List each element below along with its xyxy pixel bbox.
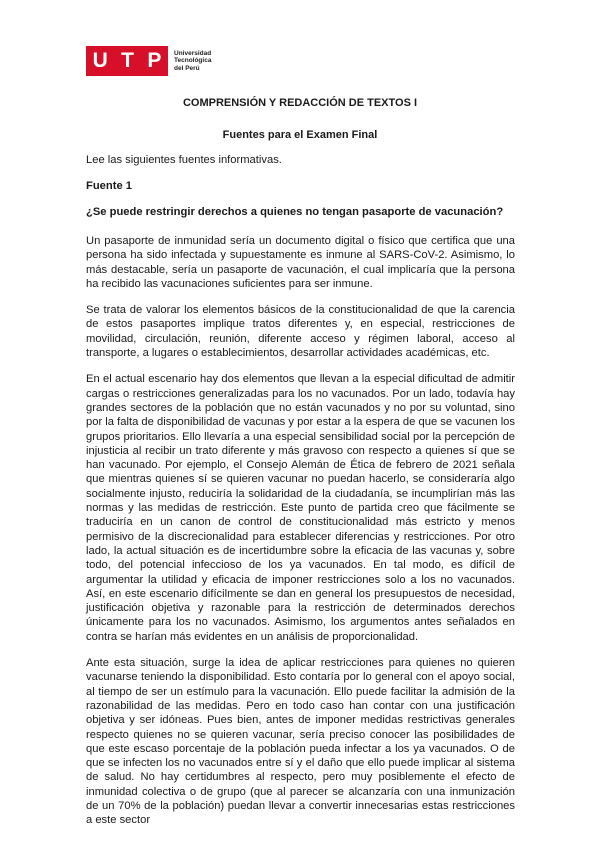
logo-line-3: del Perú <box>174 64 200 72</box>
logo-wordmark <box>174 50 211 73</box>
intro-text: Lee las siguientes fuentes informativas. <box>86 154 282 166</box>
paragraph-2: Se trata de valorar los elementos básicos de la constitucionalidad de que la carencia de estos pasaportes implique tratos diferentes y, en especial, restricciones de movilidad, circulación, reunión, diferente acceso y régimen laboral, acceso al transporte, a lugares o establecimientos, desarrollar actividades académicas, etc. <box>86 304 515 360</box>
logo-letter-t: T <box>121 49 134 72</box>
paragraph-1: Un pasaporte de inmunidad sería un documento digital o físico que certifica que una persona ha sido infectada y supuestamente es inmune al SARS-CoV-2. Asimismo, lo más destacable, sería un pasaporte de vacunación, el cual implicaría que la persona ha recibido las vacunaciones suficientes para ser inmune. <box>86 235 515 290</box>
paragraph-3: En el actual escenario hay dos elementos que llevan a la especial dificultad de admitir cargas o restricciones generalizadas para los no vacunados. Por un lado, todavía hay grandes sectores de la población que no están vacunados y no por su voluntad, sino por la falta de disponibilidad de vacunas y por estar a la espera de que se vacunen los grupos prioritarios. Ello llevaría a una especial sensibilidad social por la percepción de injusticia al recibir un trato diferente y más gravoso con respecto a quienes sí que se han vacunado. Por ejemplo, el Consejo Alemán de Ética de febrero de 2021 señala que mientras quienes sí se quieren vacunar no puedan hacerlo, se consideraría algo socialmente injusto, reduciría la solidaridad de la ciudadanía, se incumplirían más las normas y las medidas de restricción. Este punto de partida creo que fácilmente se traduciría en un canon de control de constitucionalidad más estricto y menos permisivo de la discrecionalidad para establecer diferencias y restricciones. Por otro lado, la actual situación es de incertidumbre sobre la eficacia de las vacunas y, sobre todo, del potencial infeccioso de los ya vacunados. En tal modo, es difícil de argumentar la utilidad y eficacia de imponer restricciones solo a los no vacunados. Así, en este escenario difícilmente se dan en general los presupuestos de necesidad, justificación objetiva y razonable para la restricción de determinados derechos únicamente para los no vacunados. Asimismo, los argumentos antes señalados en contra se harían más evidentes en un análisis de proporcionalidad. <box>86 373 515 643</box>
logo-line-2: Tecnológica <box>174 57 212 65</box>
source-question: ¿Se puede restringir derechos a quienes no tengan pasaporte de vacunación? <box>86 206 504 218</box>
course-title: COMPRENSIÓN Y REDACCIÓN DE TEXTOS I <box>182 97 418 109</box>
paragraph-4: Ante esta situación, surge la idea de aplicar restricciones para quienes no quieren vacunarse teniendo la disponibilidad. Esto contaría por lo general con el apoyo social, al tiempo de ser un estímulo para la vacunación. Ello puede facilitar la admisión de la razonabilidad de las medidas. Pero en todo caso han contar con una justificación objetiva y ser idóneas. Pues bien, antes de imponer medidas restrictivas generales respecto quienes no se quieren vacunar, sería preciso conocer las posibilidades de que este escaso porcentaje de la población pueda infectar a los ya vacunados. O de que se infecten los no vacunados entre sí y el daño que ello puede implicar al sistema de salud. No hay certidumbres al respecto, pero muy posiblemente el efecto de inmunidad colectiva o de grupo (que al parecer se alcanzaría con una inmunización de un 70% de la población) puedan llevar a convertir innecesarias estas restricciones a este sector <box>86 657 515 827</box>
document-subtitle: Fuentes para el Examen Final <box>222 129 378 141</box>
logo-letter-u: U <box>92 49 108 72</box>
logo-line-1: Universidad <box>174 49 212 57</box>
utp-logo <box>86 46 211 76</box>
logo-mark <box>86 46 168 76</box>
source-label: Fuente 1 <box>86 180 133 192</box>
logo-letter-p: P <box>147 49 162 72</box>
document-body <box>86 153 515 828</box>
